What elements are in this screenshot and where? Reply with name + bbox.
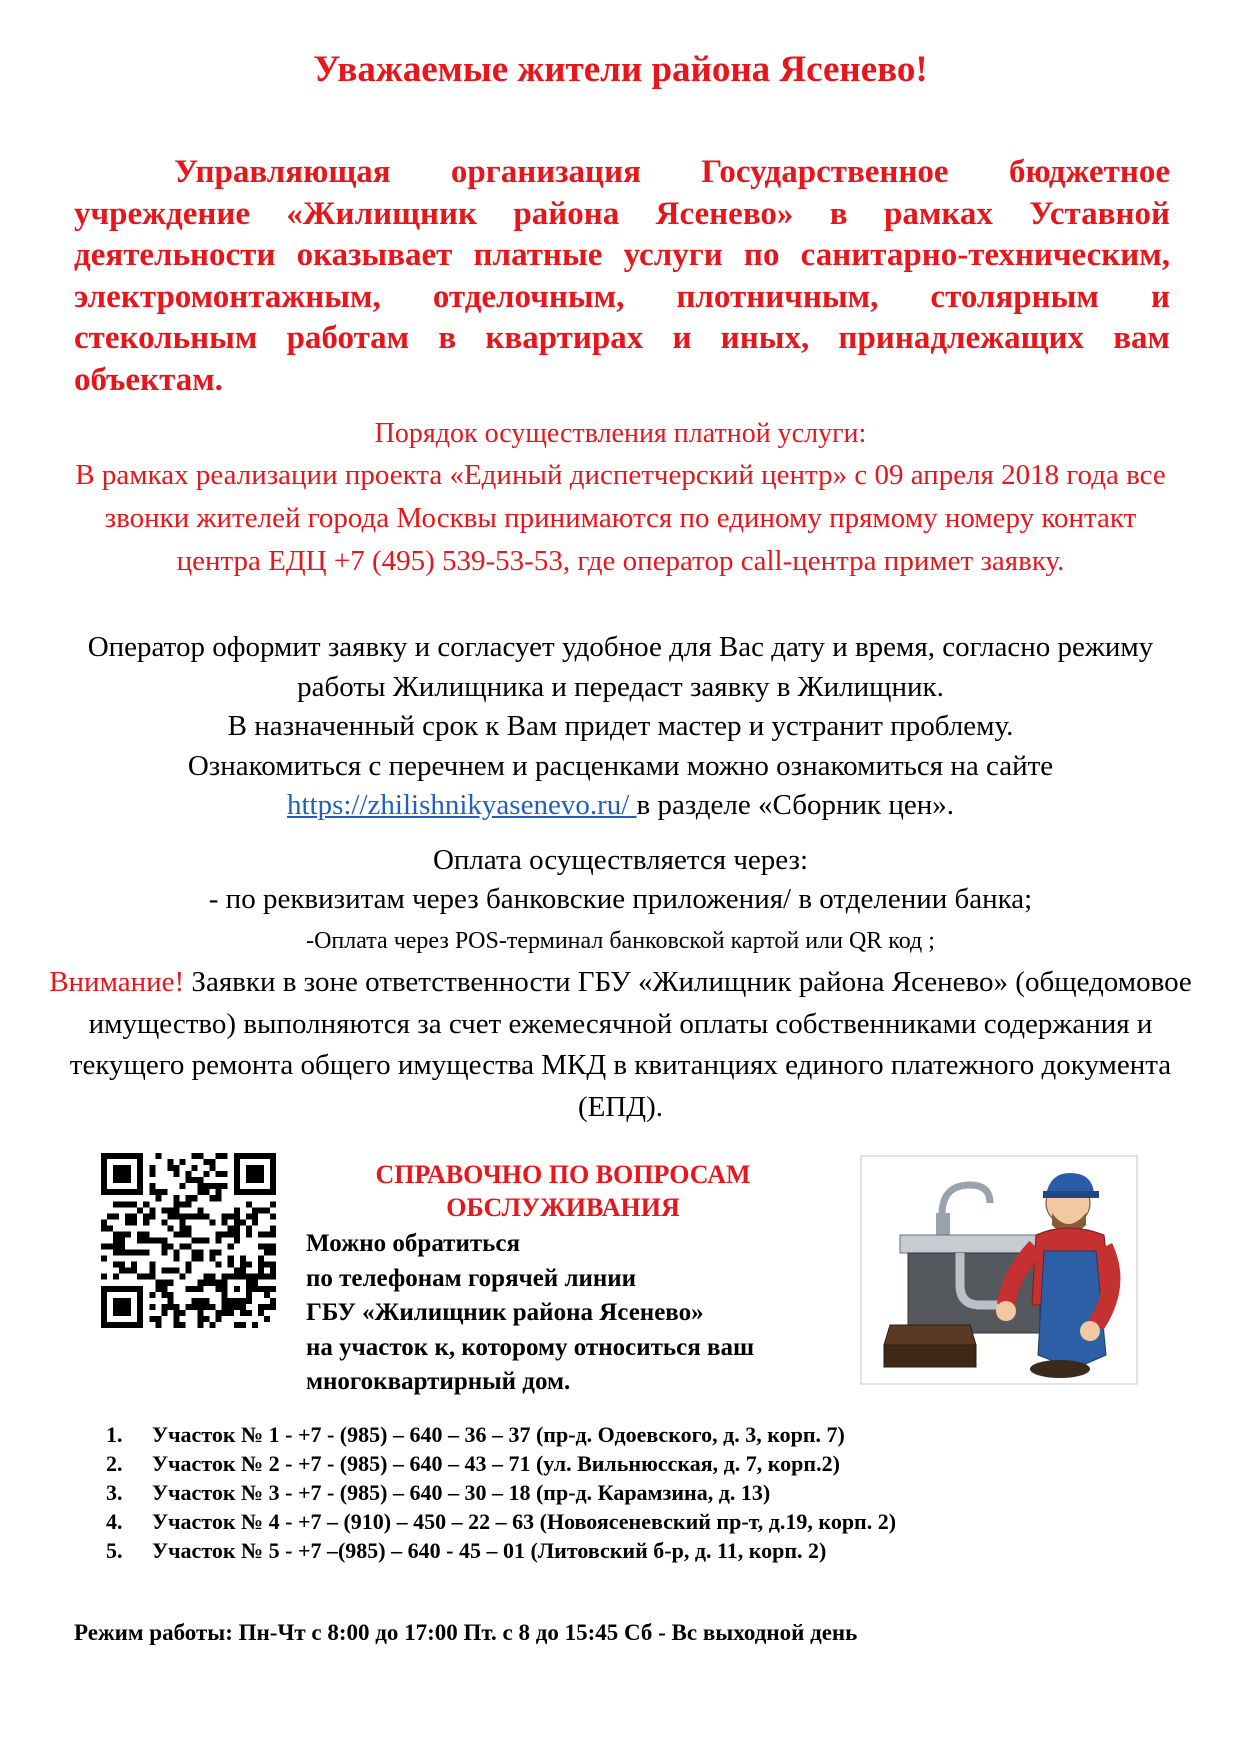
info-line-3: Ознакомиться с перечнем и расценками можно ознакомиться на сайте: [187, 749, 1054, 782]
reference-heading-line-1: СПРАВОЧНО ПО ВОПРОСАМ: [375, 1160, 751, 1189]
info-line-4: [40, 786, 1201, 826]
plumber-illustration-icon: [860, 1155, 1138, 1385]
attention-text: Заявки в зоне ответственности ГБУ «Жилищник района Ясенево» (общедомовое имущество) выполняются за счет ежемесячной оплаты собственниками содержания и текущего ремонта общего имущества МКД в квитанциях единого платежного документа (ЕПД).: [69, 966, 1192, 1123]
reference-line: на участок к, которому относиться ваш: [306, 1333, 755, 1361]
payment-option-1: - по реквизитам через банковские приложения/ в отделении банка;: [208, 883, 1033, 915]
intro-paragraph: Управляющая организация Государственное бюджетное учреждение «Жилищник района Ясенево» в рамках Уставной деятельности оказывает платные услуги по санитарно-техническим, электромонтажным, отделочным, плотничным, столярным и стекольным работам в квартирах и иных, принадлежащих вам объектам.: [74, 154, 1170, 398]
list-item: 4. Участок № 4 - +7 – (910) – 450 – 22 – 63 (Новоясеневский пр-т, д.19, корп. 2): [106, 1509, 897, 1534]
attention-notice: [40, 962, 1201, 1128]
qr-code-icon: [101, 1153, 276, 1328]
list-item: 5. Участок № 5 - +7 –(985) – 640 - 45 – 01 (Литовский б-р, д. 11, корп. 2): [106, 1538, 827, 1563]
link-suffix: в разделе «Сборник цен».: [636, 789, 955, 821]
reference-heading-line-2: ОБСЛУЖИВАНИЯ: [446, 1193, 680, 1222]
reference-line: по телефонам горячей линии: [306, 1264, 637, 1292]
list-item: 2. Участок № 2 - +7 - (985) – 640 – 43 – 71 (ул. Вильнюсская, д. 7, корп.2): [106, 1451, 840, 1476]
info-line-1: Оператор оформит заявку и согласует удобное для Вас дату и время, согласно режиму работы Жилищника и передаст заявку в Жилищник.: [87, 631, 1154, 703]
reference-heading: [318, 1158, 808, 1224]
reference-line: ГБУ «Жилищник района Ясенево»: [306, 1299, 704, 1326]
procedure-heading: Порядок осуществления платной услуги:: [374, 418, 867, 449]
list-item: 3. Участок № 3 - +7 - (985) – 640 – 30 – 18 (пр-д. Карамзина, д. 13): [106, 1480, 771, 1505]
list-item: 1. Участок № 1 - +7 - (985) – 640 – 36 – 37 (пр-д. Одоевского, д. 3, корп. 7): [106, 1422, 845, 1447]
working-hours: Режим работы: Пн-Чт с 8:00 до 17:00 Пт. с 8 до 15:45 Сб - Вс выходной день: [74, 1620, 858, 1645]
info-line-2: В назначенный срок к Вам придет мастер и устранит проблему.: [227, 710, 1014, 742]
page-title: Уважаемые жители района Ясенево!: [313, 49, 928, 90]
reference-line: Можно обратиться: [306, 1230, 520, 1257]
price-site-link[interactable]: https://zhilishnikyasenevo.ru/: [286, 789, 637, 821]
info-block: [40, 628, 1201, 826]
reference-line: многоквартирный дом.: [306, 1368, 571, 1395]
sites-list: [106, 1420, 1156, 1565]
procedure-body: В рамках реализации проекта «Единый диспетчерский центр» с 09 апреля 2018 года все звонки жителей города Москвы принимаются по единому прямому номеру контакт центра ЕДЦ +7 (495) 539-53-53, где оператор call-центра примет заявку.: [75, 459, 1166, 577]
payment-option-2: -Оплата через POS-терминал банковской картой или QR код ;: [306, 928, 935, 954]
attention-label: Внимание!: [49, 966, 185, 998]
payment-heading: Оплата осуществляется через:: [432, 844, 809, 876]
reference-body: [306, 1227, 866, 1400]
